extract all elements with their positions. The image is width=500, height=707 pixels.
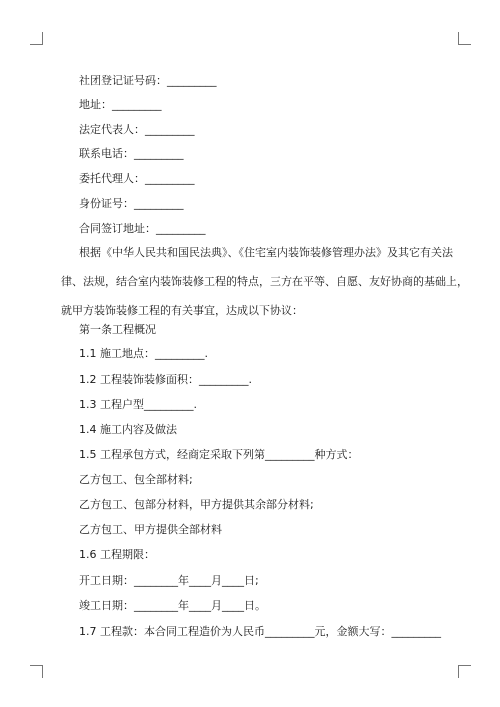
- clause-1-5: 1.5 工程承包方式，经商定采取下列第_________种方式：: [79, 448, 359, 461]
- clause-1-3: 1.3 工程户型_________.: [79, 398, 197, 411]
- clause-heading: 第一条工程概况: [79, 323, 156, 336]
- completion-date-line: 竣工日期：________年____月____日。: [79, 599, 266, 612]
- address-line: 地址：_________: [79, 98, 162, 111]
- clause-1-7: 1.7 工程款：本合同工程造价为人民币_________元，金额大写：_________: [79, 625, 441, 638]
- clause-1-6: 1.6 工程期限：: [79, 548, 155, 561]
- clause-1-1: 1.1 施工地点：_________.: [79, 347, 208, 360]
- clause-1-4: 1.4 施工内容及做法: [79, 423, 177, 436]
- legal-representative-line: 法定代表人：_________: [79, 123, 195, 136]
- option-b: 乙方包工、包部分材料，甲方提供其余部分材料;: [79, 498, 314, 511]
- id-number-line: 身份证号：_________: [79, 197, 184, 210]
- intro-paragraph: [61, 238, 468, 325]
- phone-line: 联系电话：_________: [79, 147, 184, 160]
- registration-number-line: 社团登记证号码：_________: [79, 74, 217, 87]
- intro-line-2: 律、法规，结合室内装饰装修工程的特点，三方在平等、自愿、友好协商的基础上，: [61, 275, 468, 288]
- intro-line-3: 就甲方装饰装修工程的有关事宜，达成以下协议：: [61, 304, 303, 317]
- signing-address-line: 合同签订地址：_________: [79, 222, 206, 235]
- intro-line-1: 根据《中华人民共和国民法典》、《住宅室内装饰装修管理办法》及其它有关法: [79, 246, 453, 259]
- option-c: 乙方包工、甲方提供全部材料: [79, 523, 222, 536]
- agent-line: 委托代理人：_________: [79, 172, 195, 185]
- option-a: 乙方包工、包全部材料;: [79, 473, 193, 486]
- crop-mark-top-right: [458, 32, 471, 45]
- crop-mark-bottom-left: [30, 665, 43, 678]
- start-date-line: 开工日期：________年____月____日;: [79, 574, 259, 587]
- crop-mark-bottom-right: [458, 665, 471, 678]
- clause-1-2: 1.2 工程装饰装修面积：_________.: [79, 373, 252, 386]
- crop-mark-top-left: [30, 32, 43, 45]
